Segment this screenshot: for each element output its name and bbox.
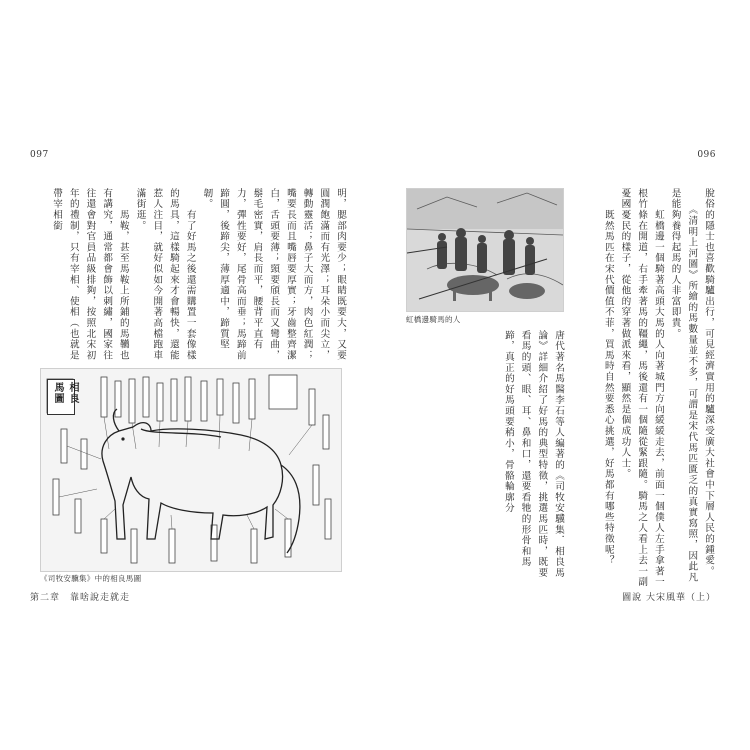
- right-body-text-top: 脫俗的隱士也喜歡騎驢出行，可見經濟實用的驢深受廣大社會中下層人民的鍾愛。 《清明上河圖》所繪的馬數量並不多，可謂是宋代馬匹匱乏的真實寫照，因此凡是能夠養得起馬的人非富即貴。 虹橋邊一個騎著高頭大馬的人向著城門方向緩緩走去，前面一個僕人左手拿著一根竹條在開道，右手牽著馬的韁繩，馬後還有一個隨從緊跟隨。騎馬之人看上去一副憂國憂民的樣子，從他的穿著做派來看，顯然是個成功人士。 既然馬匹在宋代價值不菲，買馬時自然要悉心挑選，好馬都有哪些特徵呢？: [602, 188, 714, 588]
- painting-figure: [406, 188, 564, 312]
- right-body-text-bottom: 唐代著名馬醫李石等人編著的《司牧安驥集．相良馬論》詳細介紹了好馬的典型特徵，挑選馬匹時，既要看馬的頭、眼、耳、鼻和口，還要看牠的形骨和馬蹄，真正的好馬頭要稍小，骨骼輪廓分: [502, 330, 564, 579]
- qingming-painting-illustration: [407, 189, 563, 311]
- figure-title: 相良馬圖: [52, 382, 78, 404]
- left-figure-caption: 《司牧安驥集》中的相良馬圖: [40, 574, 142, 583]
- right-footer: 圖說 大宋風華（上）: [622, 593, 716, 603]
- horse-diagram-illustration: [41, 369, 341, 571]
- horse-diagram-figure: [40, 368, 342, 572]
- left-body-text: 明，腮部肉要少；眼睛既要大，又要圓潤飽滿而有光澤；耳朵小而尖立，轉動靈活；鼻子大而方，肉色紅潤；嘴要長而且嘴唇要厚實；牙齒整齊潔白，舌頭要薄；頸要頎長而又彎曲，鬃毛密實，肩長而平，腰背平直有力，彈性要好，尾骨高而垂；馬蹄前蹄圓，後蹄尖，薄厚適中，蹄質堅韌。 有了好馬之後還需購置一套像樣的馬具，這樣騎起來才會暢快，還能惹人注目，就好似如今開著高檔跑車滿街逛。 馬鞍，甚至馬鞍上所鋪的馬韉也有講究，通常都會飾以刺繡，國家往往還會對官員品級排夠，按照北宋初年的禮制，只有宰相、使相（也就是帶宰相銜: [51, 188, 346, 361]
- right-page: [398, 150, 716, 603]
- right-page-number: 096: [697, 150, 716, 160]
- left-footer: 第二章 靠啥說走就走: [30, 593, 131, 603]
- right-figure-caption: 虹橋邊騎馬的人: [406, 315, 461, 324]
- figure-title-box: [47, 379, 78, 415]
- left-page-number: 097: [30, 150, 49, 160]
- left-page: [30, 150, 348, 603]
